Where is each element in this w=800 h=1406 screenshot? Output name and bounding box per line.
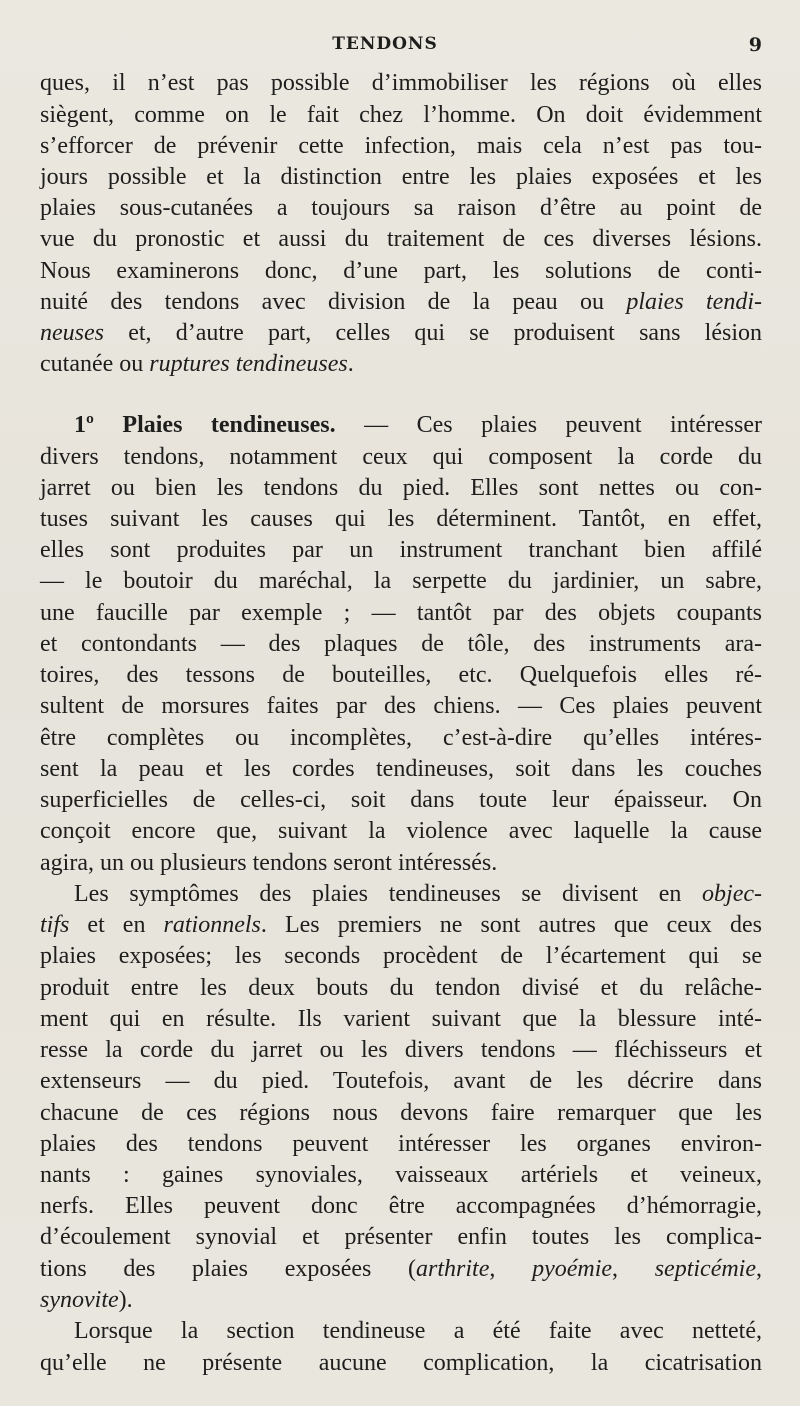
text-run: être complètes ou incomplètes, c’est-à-dire qu’elles intéres- (40, 725, 762, 751)
text-run: plaies des tendons peuvent intéresser les organes environ- (40, 1131, 762, 1157)
text-line (40, 224, 762, 254)
italic-text: objec- (702, 881, 762, 907)
text-run: extenseurs — du pied. Toutefois, avant de les décrire dans (40, 1068, 762, 1094)
italic-text: synovite (40, 1287, 119, 1313)
italic-text: tifs (40, 912, 70, 938)
text-line (40, 1191, 762, 1221)
text-line (40, 816, 762, 846)
text-run: Les symptômes des plaies tendineuses se divisent en (74, 881, 703, 907)
text-line (40, 100, 762, 130)
text-run: elles sont produites par un instrument tranchant bien affilé (40, 537, 762, 563)
text-line (40, 535, 762, 565)
text-run: vue du pronostic et aussi du traitement de ces diverses lésions. (40, 226, 762, 252)
text-line (40, 629, 762, 659)
text-line (40, 256, 762, 286)
text-line (40, 68, 762, 98)
text-line (40, 442, 762, 472)
text-run: tuses suivant les causes qui les déterminent. Tantôt, en effet, (40, 506, 762, 532)
text-run: , (612, 1256, 655, 1282)
text-line (40, 691, 762, 721)
text-run: , (489, 1256, 533, 1282)
text-run: conçoit encore que, suivant la violence avec laquelle la cause (40, 818, 762, 844)
text-run: — le boutoir du maréchal, la serpette du jardinier, un sabre, (40, 568, 762, 594)
text-run: agira, un ou plusieurs tendons seront intéressés. (40, 850, 498, 876)
text-run: ques, il n’est pas possible d’immobiliser les régions où elles (40, 70, 762, 96)
text-line (40, 1098, 762, 1128)
text-run: — Ces plaies peuvent intéresser (335, 412, 762, 438)
text-line (40, 973, 762, 1003)
text-line (74, 410, 762, 440)
page-number: 9 (748, 34, 762, 56)
text-run: plaies sous-cutanées a toujours sa raison d’être au point de (40, 195, 762, 221)
text-line (40, 785, 762, 815)
text-line (40, 1066, 762, 1096)
text-line (40, 1254, 762, 1284)
text-line (74, 1316, 762, 1346)
text-line (40, 504, 762, 534)
text-line (40, 754, 762, 784)
text-line (40, 723, 762, 753)
italic-text: pyoémie (532, 1256, 613, 1282)
text-run: nuité des tendons avec division de la peau ou (40, 289, 627, 315)
text-run: . (347, 351, 354, 377)
text-line (40, 1004, 762, 1034)
text-run: ment qui en résulte. Ils varient suivant que la blessure inté- (40, 1006, 762, 1032)
text-line (40, 1160, 762, 1190)
text-run: plaies exposées; les seconds procèdent de l’écartement qui se (40, 943, 762, 969)
text-line (40, 1222, 762, 1252)
running-head (0, 34, 800, 58)
text-run: produit entre les deux bouts du tendon divisé et du relâche- (40, 975, 762, 1001)
text-run: siègent, comme on le fait chez l’homme. On doit évidemment (40, 102, 762, 128)
text-line (40, 566, 762, 596)
text-run: tions des plaies exposées ( (40, 1256, 417, 1282)
text-line (40, 162, 762, 192)
text-line (40, 1285, 762, 1315)
italic-text: septicémie (654, 1256, 757, 1282)
text-run: chacune de ces régions nous devons faire remarquer que les (40, 1100, 762, 1126)
text-line (40, 1348, 762, 1378)
text-run: jours possible et la distinction entre les plaies exposées et les (40, 164, 762, 190)
text-line (40, 318, 762, 348)
text-run: s’efforcer de prévenir cette infection, mais cela n’est pas tou- (40, 133, 762, 159)
text-run: divers tendons, notamment ceux qui composent la corde du (40, 444, 762, 470)
text-line (40, 1129, 762, 1159)
italic-text: neuses (40, 320, 104, 346)
text-line (40, 473, 762, 503)
text-run: jarret ou bien les tendons du pied. Elles sont nettes ou con- (40, 475, 762, 501)
text-line (40, 941, 762, 971)
text-run: sent la peau et les cordes tendineuses, soit dans les couches (40, 756, 762, 782)
italic-text: ruptures tendineuses (149, 351, 348, 377)
text-run: , (756, 1256, 763, 1282)
text-line (40, 193, 762, 223)
text-line (40, 660, 762, 690)
text-run: une faucille par exemple ; — tantôt par des objets coupants (40, 600, 762, 626)
text-run: et contondants — des plaques de tôle, des instruments ara- (40, 631, 762, 657)
italic-text: rationnels (163, 912, 261, 938)
text-line (40, 287, 762, 317)
text-run: nerfs. Elles peuvent donc être accompagnées d’hémorragie, (40, 1193, 762, 1219)
text-line (40, 598, 762, 628)
text-run: et en (69, 912, 164, 938)
text-run: resse la corde du jarret ou les divers tendons — fléchisseurs et (40, 1037, 762, 1063)
text-line (40, 848, 762, 878)
bold-heading: 1º Plaies tendineuses. (74, 412, 336, 438)
text-run: toires, des tessons de bouteilles, etc. Quelquefois elles ré- (40, 662, 762, 688)
text-run: nants : gaines synoviales, vaisseaux artériels et veineux, (40, 1162, 762, 1188)
text-run: Nous examinerons donc, d’une part, les solutions de conti- (40, 258, 762, 284)
running-title: TENDONS (332, 34, 438, 54)
text-run: ). (118, 1287, 133, 1313)
text-line (40, 910, 762, 940)
text-run: Lorsque la section tendineuse a été faite avec netteté, (74, 1318, 762, 1344)
text-run: et, d’autre part, celles qui se produisent sans lésion (103, 320, 762, 346)
italic-text: plaies tendi- (626, 289, 762, 315)
text-line (40, 131, 762, 161)
text-run: . Les premiers ne sont autres que ceux des (260, 912, 763, 938)
text-line (40, 1035, 762, 1065)
text-run: superficielles de celles-ci, soit dans toute leur épaisseur. On (40, 787, 762, 813)
text-run: qu’elle ne présente aucune complication, la cicatrisation (40, 1350, 762, 1376)
text-line (74, 879, 762, 909)
text-run: cutanée ou (40, 351, 150, 377)
italic-text: arthrite (416, 1256, 490, 1282)
text-run: d’écoulement synovial et présenter enfin toutes les complica- (40, 1224, 762, 1250)
text-run: sultent de morsures faites par des chiens. — Ces plaies peuvent (40, 693, 762, 719)
text-line (40, 349, 762, 379)
